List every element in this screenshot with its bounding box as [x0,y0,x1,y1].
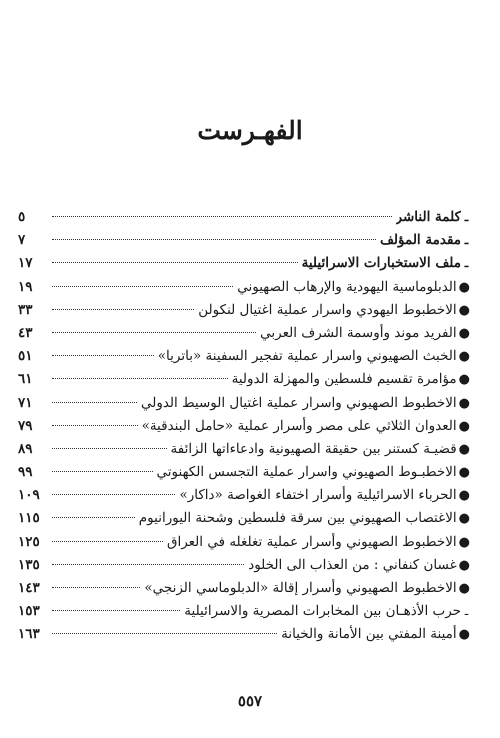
toc-entry-page-number: ٧ [18,232,26,249]
toc-entry-page-number: ١٤٣ [18,580,40,596]
toc-entry-title: غسان كنفاني : من العذاب الى الخلود [248,556,457,573]
dot-leader [52,448,167,449]
page-number-footer: ٥٥٧ [237,692,263,710]
toc-entry [18,484,470,507]
dash-marker: ـ [464,233,469,248]
bullet-icon: ● [458,465,470,481]
dot-leader [52,610,180,611]
toc-entry-title: قضيـة كستنر بين حقيقة الصهيونية وادعاءاتها الزائفة [170,440,457,457]
bullet-icon: ● [458,325,470,341]
toc-entry-page-number: ٣٣ [18,301,33,318]
toc-entry-title: الاخطبـوط الصهيوني واسرار عملية التجسس الكهنوتي [156,464,457,481]
bullet-icon: ● [458,441,470,457]
dot-leader [52,564,244,565]
toc-entry-page-number: ١٠٩ [18,487,40,504]
toc-entry [18,577,470,600]
toc-entry-title: الدبلوماسية اليهودية والإرهاب الصهيوني [237,278,457,295]
dot-leader [52,587,140,588]
toc-entry-title: العدوان الثلاثي على مصر وأسرار عملية «حامل البندقية» [141,417,457,434]
dot-leader [52,216,392,217]
bullet-icon: ● [458,418,470,434]
toc-entry-title: الفريد موند وأوسمة الشرف العربي [260,324,457,341]
toc-entry [18,345,470,368]
dot-leader [52,262,298,263]
toc-entry-page-number: ٨٩ [18,440,33,457]
bullet-icon: ● [458,581,470,596]
dot-leader [52,378,228,379]
toc-entry [18,368,470,391]
dash-marker: ـ [464,210,469,224]
dot-leader [52,286,233,287]
dash-marker: ـ [464,604,469,619]
dot-leader [52,541,163,542]
toc-entry-page-number: ١٩ [18,278,33,295]
toc-entry-page-number: ٥١ [18,348,33,365]
toc-entry-title: الاخطبوط الصهيوني واسرار عملية اغتيال الوسيط الدولي [140,394,457,411]
toc-entry-page-number: ١١٥ [18,510,40,527]
toc-entry-title: الخبث الصهيوني واسرار عملية تفجير السفينة «باتريا» [157,348,457,365]
bullet-icon: ● [458,534,470,550]
toc-entry [18,415,470,438]
toc-entry [18,531,470,554]
bullet-icon: ● [458,557,470,573]
dot-leader [52,633,277,634]
toc-entry [18,322,470,345]
toc-entry [18,299,470,322]
toc-entry [18,507,470,530]
bullet-icon: ● [458,395,470,411]
toc-entry-title: حرب الأذهـان بين المخابرات المصرية والاسرائيلية [184,603,461,620]
toc-entry-title: الاخطبوط الصهيوني وأسرار إقالة «الدبلوماسي الزنجي» [144,580,457,596]
toc-entry [18,554,470,577]
dot-leader [52,471,153,472]
page-title: الفهـرست [197,116,303,145]
toc-entry-page-number: ٧١ [18,394,33,411]
toc-entry-title: كلمة الناشر [395,209,461,225]
toc-entry [18,461,470,484]
dot-leader [52,355,154,356]
toc-entry-page-number: ١٥٣ [18,603,40,620]
toc-entry [18,392,470,415]
dot-leader [52,494,175,495]
toc-entry-page-number: ١٦٣ [18,626,40,643]
toc-entry-page-number: ٧٩ [18,417,33,434]
toc-entry-page-number: ١٧ [18,255,33,272]
bullet-icon: ● [458,511,470,527]
toc-entry-title: الاخطبوط اليهودي واسرار عملية اغتيال لنكولن [198,301,457,318]
toc-entry [18,206,470,229]
dot-leader [52,332,256,333]
dot-leader [52,309,194,310]
toc-entry-page-number: ٥ [18,209,26,225]
toc-entry-page-number: ٩٩ [18,464,33,481]
toc-entry [18,276,470,299]
dash-marker: ـ [464,256,469,271]
bullet-icon: ● [458,349,470,365]
toc-entry [18,623,470,646]
dot-leader [52,425,138,426]
bullet-icon: ● [458,302,470,318]
dot-leader [52,402,137,403]
toc-entry [18,252,470,275]
toc-entry [18,600,470,623]
toc-entry-page-number: ١٢٥ [18,533,40,550]
bullet-icon: ● [458,279,470,295]
bullet-icon: ● [458,372,470,388]
toc-entry-title: مؤامرة تقسيم فلسطين والمهزلة الدولية [231,371,457,388]
toc-entry-page-number: ١٣٥ [18,556,40,573]
bullet-icon: ● [458,488,470,504]
toc-entry-title: الاخطبوط الصهيوني وأسرار عملية تغلغله في العراق [166,533,457,550]
toc-entry-title: مقدمة المؤلف [379,232,461,249]
dot-leader [52,517,135,518]
toc-entry-title: الاغتصاب الصهيوني بين سرقة فلسطين وشحنة اليورانيوم [138,510,457,527]
toc-entry-title: ملف الاستخبارات الاسرائيلية [301,255,461,272]
toc-entry-title: أمينة المفتي بين الأمانة والخيانة [281,626,457,643]
toc-entry-title: الحرباء الاسرائيلية وأسرار اختفاء الغواصة «داكار» [179,487,457,504]
bullet-icon: ● [458,627,470,643]
toc-entry [18,438,470,461]
toc-entry-page-number: ٤٣ [18,324,33,341]
toc-entry [18,229,470,252]
toc-entry-page-number: ٦١ [18,371,33,388]
dot-leader [52,239,376,240]
table-of-contents [18,206,470,647]
